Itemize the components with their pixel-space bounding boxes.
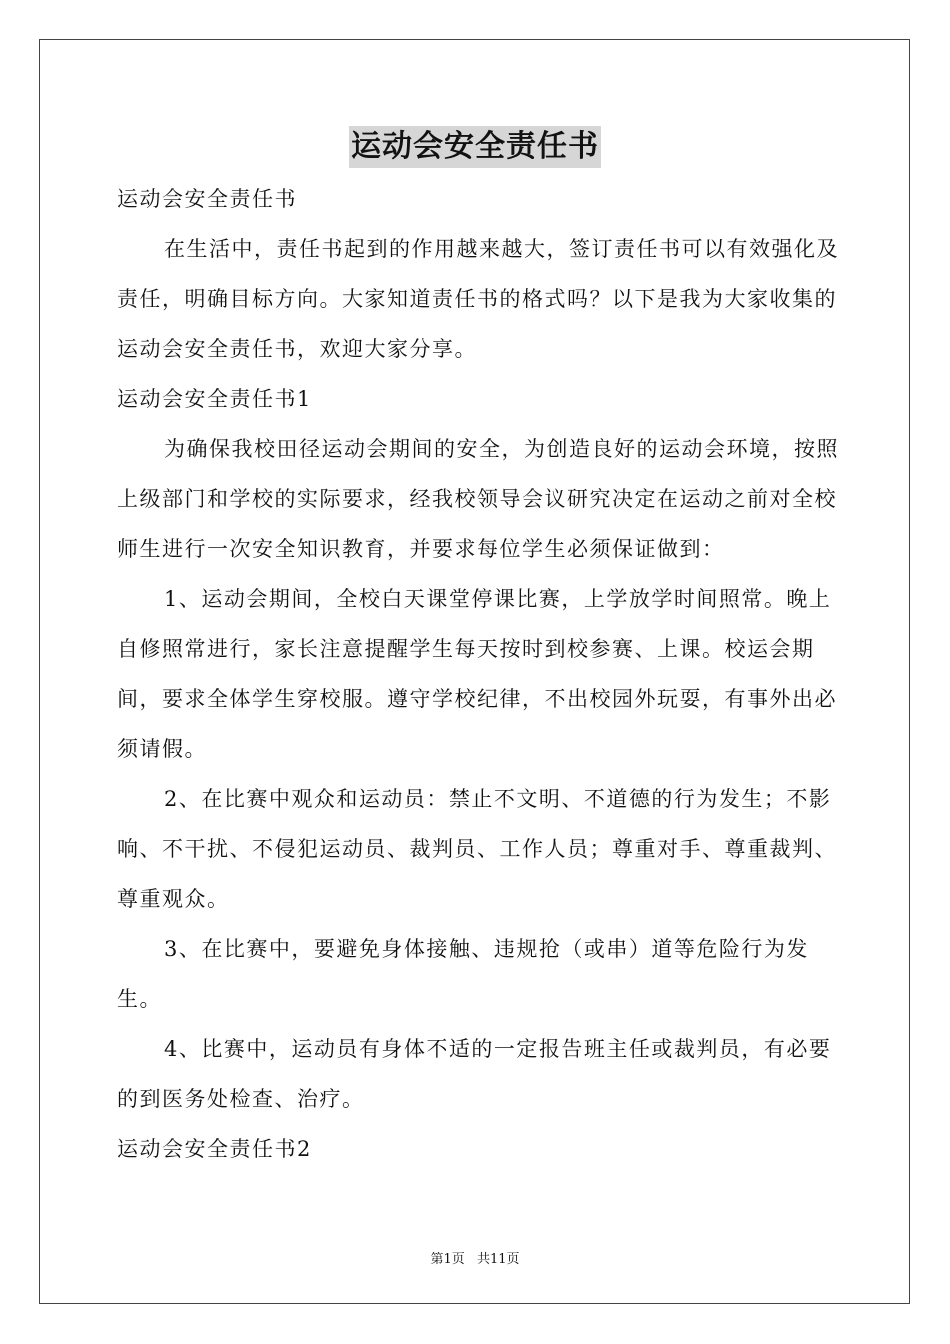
rule-item-4: 4、比赛中，运动员有身体不适的一定报告班主任或裁判员，有必要的到医务处检查、治疗。 [117, 1037, 832, 1111]
section1-intro-paragraph: 为确保我校田径运动会期间的安全，为创造良好的运动会环境，按照上级部门和学校的实际要求，经我校领导会议研究决定在运动之前对全校师生进行一次安全知识教育，并要求每位学生必须保证做到： [117, 437, 839, 561]
rule-item-2: 2、在比赛中观众和运动员：禁止不文明、不道德的行为发生；不影响、不干扰、不侵犯运动员、裁判员、工作人员；尊重对手、尊重裁判、尊重观众。 [117, 787, 837, 911]
section-heading-1: 运动会安全责任书1 [117, 387, 312, 411]
rule-item-3: 3、在比赛中，要避免身体接触、违规抢（或串）道等危险行为发生。 [117, 937, 809, 1011]
subtitle-paragraph: 运动会安全责任书 [117, 187, 297, 211]
section-heading-2: 运动会安全责任书2 [117, 1137, 312, 1161]
intro-paragraph: 在生活中，责任书起到的作用越来越大，签订责任书可以有效强化及责任，明确目标方向。大家知道责任书的格式吗？以下是我为大家收集的运动会安全责任书，欢迎大家分享。 [117, 237, 839, 361]
total-pages: 共11页 [476, 1252, 520, 1267]
page-number: 第1页 [430, 1252, 465, 1267]
document-title: 运动会安全责任书 [349, 126, 601, 168]
title-container [0, 126, 950, 168]
rule-item-1: 1、运动会期间，全校白天课堂停课比赛，上学放学时间照常。晚上自修照常进行，家长注意提醒学生每天按时到校参赛、上课。校运会期间，要求全体学生穿校服。遵守学校纪律，不出校园外玩耍，有事外出必须请假。 [117, 587, 837, 761]
page-footer [0, 1248, 950, 1267]
